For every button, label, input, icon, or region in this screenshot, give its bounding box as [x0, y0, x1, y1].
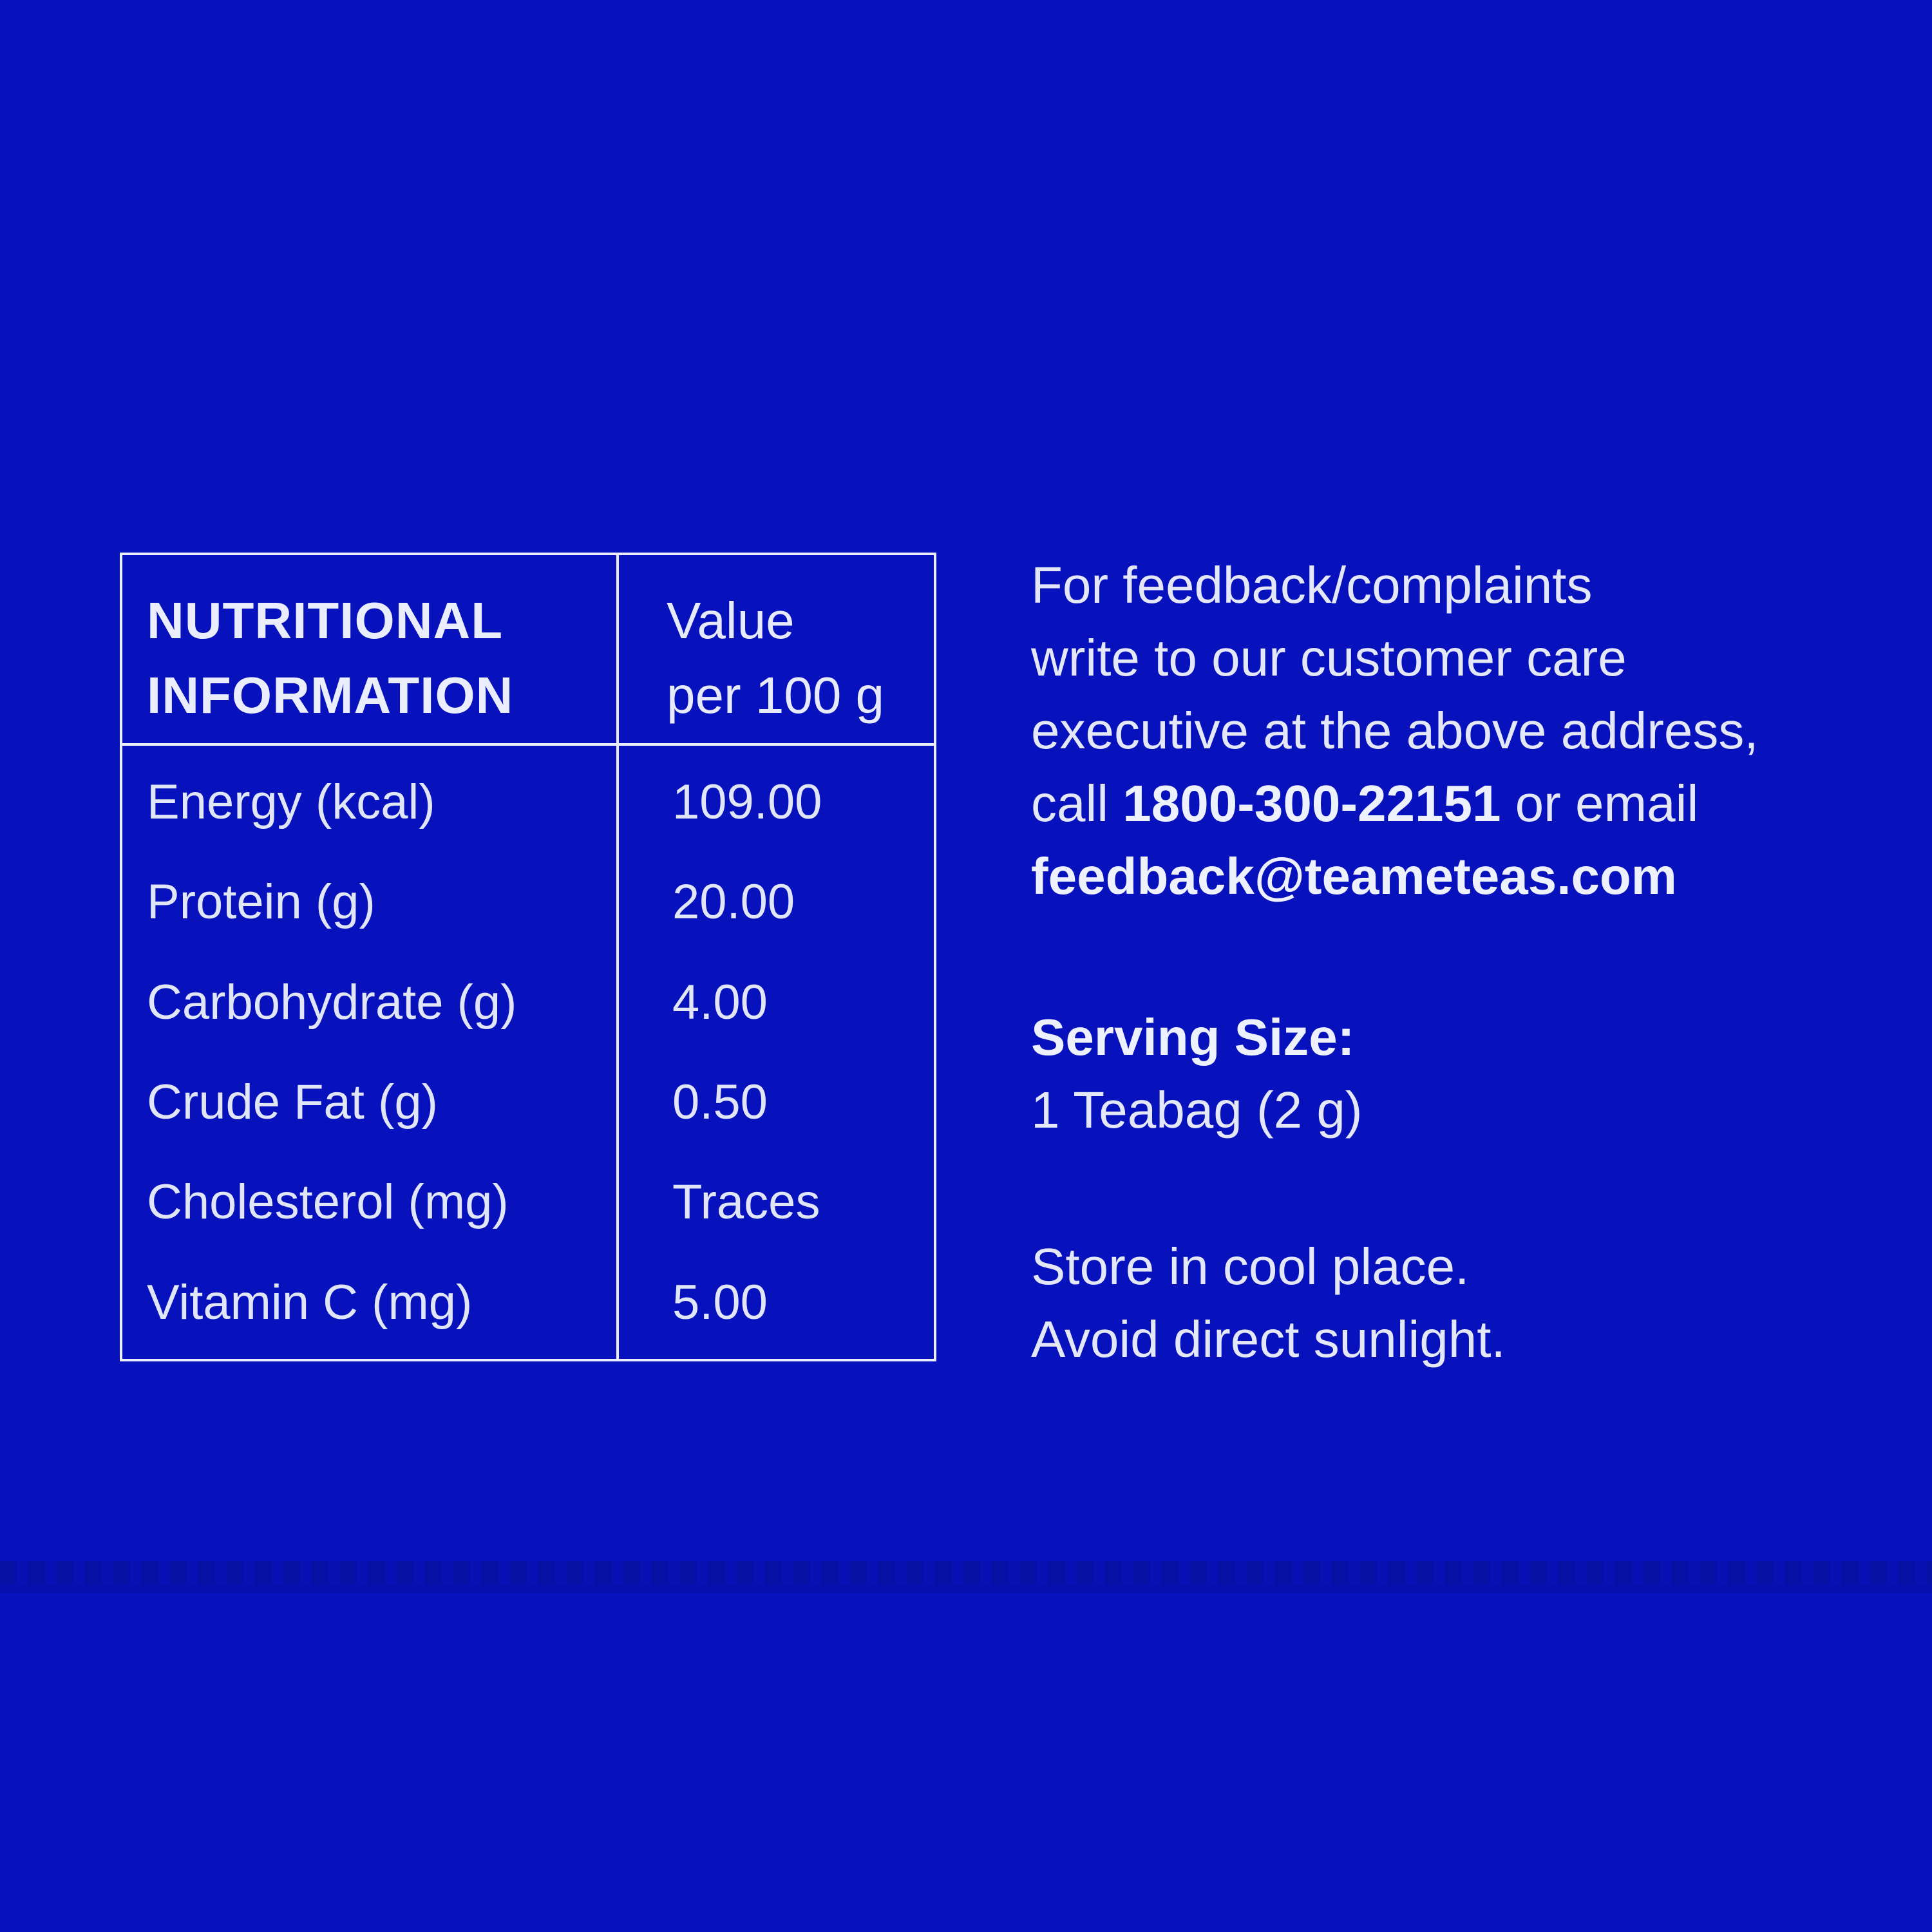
table-body: [122, 746, 934, 1359]
table-row: [122, 1064, 934, 1141]
row-label: Cholesterol (mg): [147, 1175, 509, 1230]
nutrition-table: [120, 553, 936, 1361]
row-label: Protein (g): [147, 875, 375, 930]
row-value: Traces: [672, 1175, 820, 1230]
feedback-line: write to our customer care: [1031, 629, 1627, 687]
table-row: [122, 1164, 934, 1241]
storage-line: Store in cool place.: [1031, 1238, 1470, 1295]
header-line: Value: [667, 592, 795, 649]
row-value: 5.00: [672, 1274, 768, 1330]
feedback-line: For feedback/complaints: [1031, 556, 1593, 614]
table-row: [122, 764, 934, 841]
table-header-value-per-100g: [667, 583, 924, 733]
feedback-paragraph: [1031, 549, 1888, 913]
row-value: 20.00: [672, 875, 795, 930]
header-line: NUTRITIONAL: [147, 592, 504, 649]
serving-size-detail: 1 Teabag (2 g): [1031, 1081, 1363, 1139]
header-line: per 100 g: [667, 667, 885, 724]
storage-line: Avoid direct sunlight.: [1031, 1311, 1506, 1368]
storage-instructions-block: [1031, 1230, 1888, 1376]
package-fold-band: [0, 1561, 1932, 1584]
row-value: 0.50: [672, 1075, 768, 1130]
customer-care-email: feedback@teameteas.com: [1031, 848, 1677, 905]
serving-size-block: [1031, 1001, 1888, 1146]
customer-care-phone-number: 1800-300-22151: [1122, 775, 1501, 832]
header-line: INFORMATION: [147, 667, 514, 724]
row-label: Energy (kcal): [147, 775, 435, 830]
call-suffix: or email: [1501, 775, 1699, 832]
serving-size-title: Serving Size:: [1031, 1009, 1355, 1066]
table-row: [122, 963, 934, 1041]
table-header-nutritional-information: [147, 583, 598, 733]
row-value: 109.00: [672, 775, 822, 830]
row-label: Carbohydrate (g): [147, 974, 517, 1030]
row-value: 4.00: [672, 974, 768, 1030]
call-prefix: call: [1031, 775, 1123, 832]
label-right-column: [1031, 549, 1888, 1376]
feedback-call-line: [1031, 767, 1888, 840]
feedback-line: executive at the above address,: [1031, 702, 1759, 759]
row-label: Vitamin C (mg): [147, 1274, 473, 1330]
package-fold-shadow: [0, 1584, 1932, 1593]
row-label: Crude Fat (g): [147, 1075, 438, 1130]
table-row: [122, 864, 934, 941]
table-row: [122, 1264, 934, 1341]
